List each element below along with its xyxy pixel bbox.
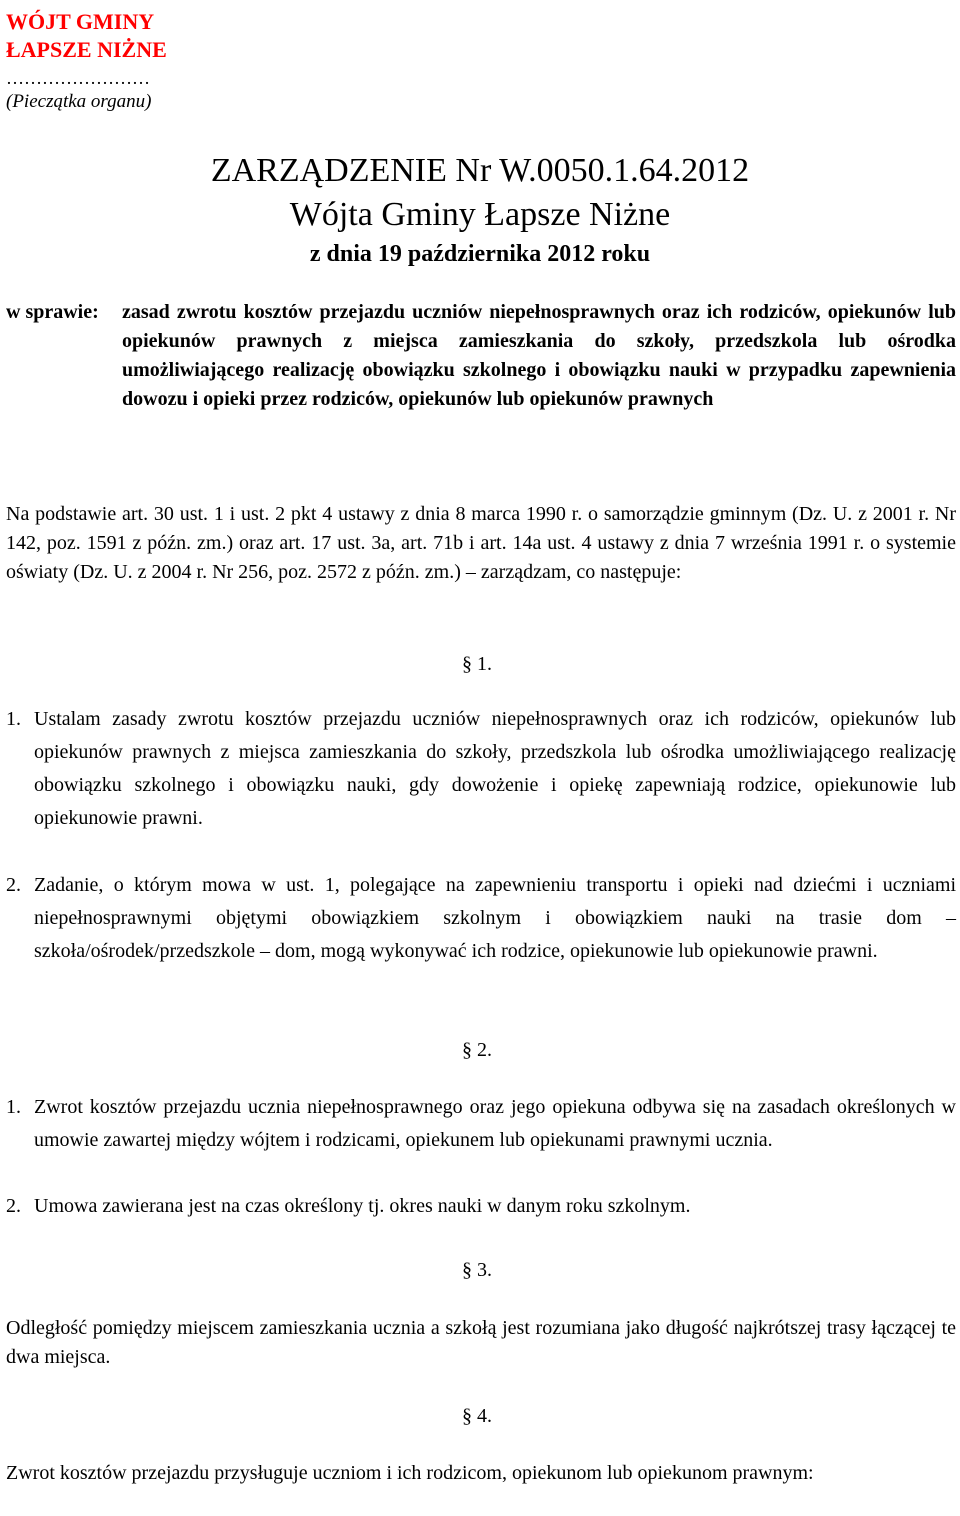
item-text: Ustalam zasady zwrotu kosztów przejazdu uczniów niepełnosprawnych oraz ich rodziców, opiekunów lub opiekunów prawnych z miejsca zamieszkania do szkoły, przedszkola lub ośrodka umożliwiającego realizację obowiązku szkolnego i obowiązku nauki, gdy dowożenie i opiekę zapewniają rodzice, opiekunowie lub opiekunowie prawni. (34, 708, 956, 829)
item-number: 1. (6, 708, 21, 730)
section-1-mark: § 1. (462, 653, 492, 675)
section-2-item-1 (6, 1091, 956, 1157)
subject-text: zasad zwrotu kosztów przejazdu uczniów niepełnosprawnych oraz ich rodziców, opiekunów lub opiekunów prawnych z miejsca zamieszkania do szkoły, przedszkola lub ośrodka umożliwiającego realizację obowiązku szkolnego i obowiązku nauki w przypadku zapewnienia dowozu i opieki przez rodziców, opiekunów lub opiekunów prawnych (122, 301, 956, 410)
item-number: 1. (6, 1096, 21, 1118)
document-issuer: Wójta Gminy Łapsze Niżne (289, 196, 671, 233)
section-3-text: Odległość pomiędzy miejscem zamieszkania ucznia a szkołą jest rozumiana jako długość najkrótszej trasy łączącej te dwa miejsca. (6, 1317, 956, 1368)
document-title: ZARZĄDZENIE Nr W.0050.1.64.2012 (210, 152, 750, 189)
item-number: 2. (6, 1195, 21, 1217)
section-3-mark: § 3. (462, 1259, 492, 1281)
item-number: 2. (6, 874, 21, 896)
section-4-text: Zwrot kosztów przejazdu przysługuje uczniom i ich rodzicom, opiekunom lub opiekunom prawnym: (6, 1462, 814, 1484)
stamp-line-2: ŁAPSZE NIŻNE (6, 37, 167, 62)
stamp-dots: …………………… (6, 68, 150, 88)
section-2-item-2 (6, 1190, 956, 1223)
item-text: Zadanie, o którym mowa w ust. 1, polegające na zapewnieniu transportu i opieki nad dziećmi i uczniami niepełnosprawnymi objętymi obowiązkiem szkolnym i obowiązkiem nauki na trasie dom – szkoła/ośrodek/przedszkole – dom, mogą wykonywać ich rodzice, opiekunowie lub opiekunowie prawni. (34, 874, 956, 962)
subject-label: w sprawie: (6, 301, 99, 323)
organ-stamp (6, 8, 167, 114)
item-text: Zwrot kosztów przejazdu ucznia niepełnosprawnego oraz jego opiekuna odbywa się na zasadach określonych w umowie zawartej między wójtem i rodzicami, opiekunem lub opiekunami prawnymi ucznia. (34, 1096, 956, 1151)
document-date: z dnia 19 października 2012 roku (309, 241, 651, 267)
subject-block (6, 298, 956, 414)
section-1-item-2 (6, 869, 956, 968)
stamp-line-1: WÓJT GMINY (6, 9, 155, 34)
item-text: Umowa zawierana jest na czas określony tj. okres nauki w danym roku szkolnym. (34, 1195, 691, 1217)
section-2-mark: § 2. (462, 1039, 492, 1061)
legal-basis-paragraph: Na podstawie art. 30 ust. 1 i ust. 2 pkt 4 ustawy z dnia 8 marca 1990 r. o samorządzie gminnym (Dz. U. z 2001 r. Nr 142, poz. 1591 z późn. zm.) oraz art. 17 ust. 3a, art. 71b i art. 14a ust. 4 ustawy z dnia 7 września 1991 r. o systemie oświaty (Dz. U. z 2004 r. Nr 256, poz. 2572 z późn. zm.) – zarządzam, co następuje: (6, 503, 956, 583)
stamp-caption: (Pieczątka organu) (6, 91, 152, 112)
section-1-item-1 (6, 703, 956, 835)
section-4-mark: § 4. (462, 1405, 492, 1427)
